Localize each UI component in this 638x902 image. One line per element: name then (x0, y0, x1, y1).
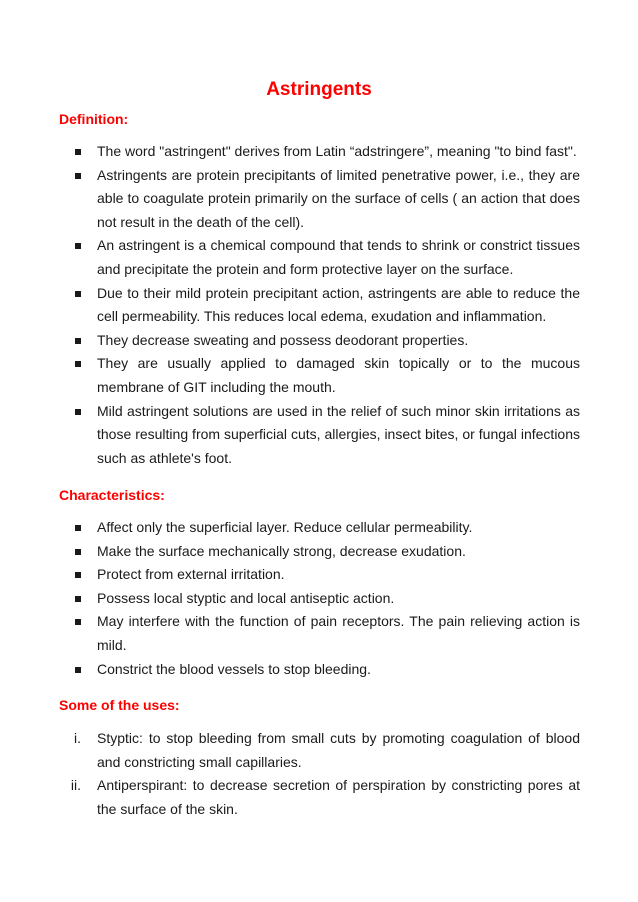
definition-list (59, 140, 580, 470)
list-item: Protect from external irritation. (59, 563, 580, 587)
bullet-icon (75, 243, 81, 249)
bullet-icon (75, 149, 81, 155)
bullet-icon (75, 525, 81, 531)
list-item: ii. Antiperspirant: to decrease secretion of perspiration by constricting pores at the surface of the skin. (59, 774, 580, 821)
list-item: They are usually applied to damaged skin topically or to the mucous membrane of GIT including the mouth. (59, 352, 580, 399)
bullet-icon (75, 291, 81, 297)
list-numeral: i. (74, 730, 81, 746)
list-item: Make the surface mechanically strong, decrease exudation. (59, 540, 580, 564)
list-item: Affect only the superficial layer. Reduce cellular permeability. (59, 516, 580, 540)
bullet-icon (75, 409, 81, 415)
list-numeral: ii. (70, 777, 81, 794)
list-item: Possess local styptic and local antiseptic action. (59, 587, 580, 611)
bullet-icon (75, 338, 81, 344)
list-item: Due to their mild protein precipitant action, astringents are able to reduce the cell permeability. This reduces local edema, exudation and inflammation. (59, 282, 580, 329)
bullet-icon (75, 596, 81, 602)
uses-heading: Some of the uses: (59, 697, 180, 713)
list-item: May interfere with the function of pain receptors. The pain relieving action is mild. (59, 610, 580, 657)
characteristics-list (59, 516, 580, 681)
list-item: The word "astringent" derives from Latin “adstringere”, meaning "to bind fast". (59, 140, 580, 164)
bullet-icon (75, 361, 81, 367)
list-item: Astringents are protein precipitants of limited penetrative power, i.e., they are able to coagulate protein primarily on the surface of cells ( an action that does not result in the death of the cell). (59, 164, 580, 235)
bullet-icon (75, 572, 81, 578)
definition-heading: Definition: (59, 111, 129, 127)
list-item: An astringent is a chemical compound that tends to shrink or constrict tissues and precipitate the protein and form protective layer on the surface. (59, 234, 580, 281)
uses-list (59, 727, 580, 821)
characteristics-heading: Characteristics: (59, 487, 165, 503)
bullet-icon (75, 667, 81, 673)
bullet-icon (75, 173, 81, 179)
list-item: Constrict the blood vessels to stop bleeding. (59, 658, 580, 682)
bullet-icon (75, 619, 81, 625)
list-item: They decrease sweating and possess deodorant properties. (59, 329, 580, 353)
list-item: Mild astringent solutions are used in the relief of such minor skin irritations as those resulting from superficial cuts, allergies, insect bites, or fungal infections such as athlete's foot. (59, 400, 580, 471)
page-title: Astringents (266, 79, 372, 100)
bullet-icon (75, 549, 81, 555)
list-item: i. Styptic: to stop bleeding from small cuts by promoting coagulation of blood and constricting small capillaries. (59, 727, 580, 774)
